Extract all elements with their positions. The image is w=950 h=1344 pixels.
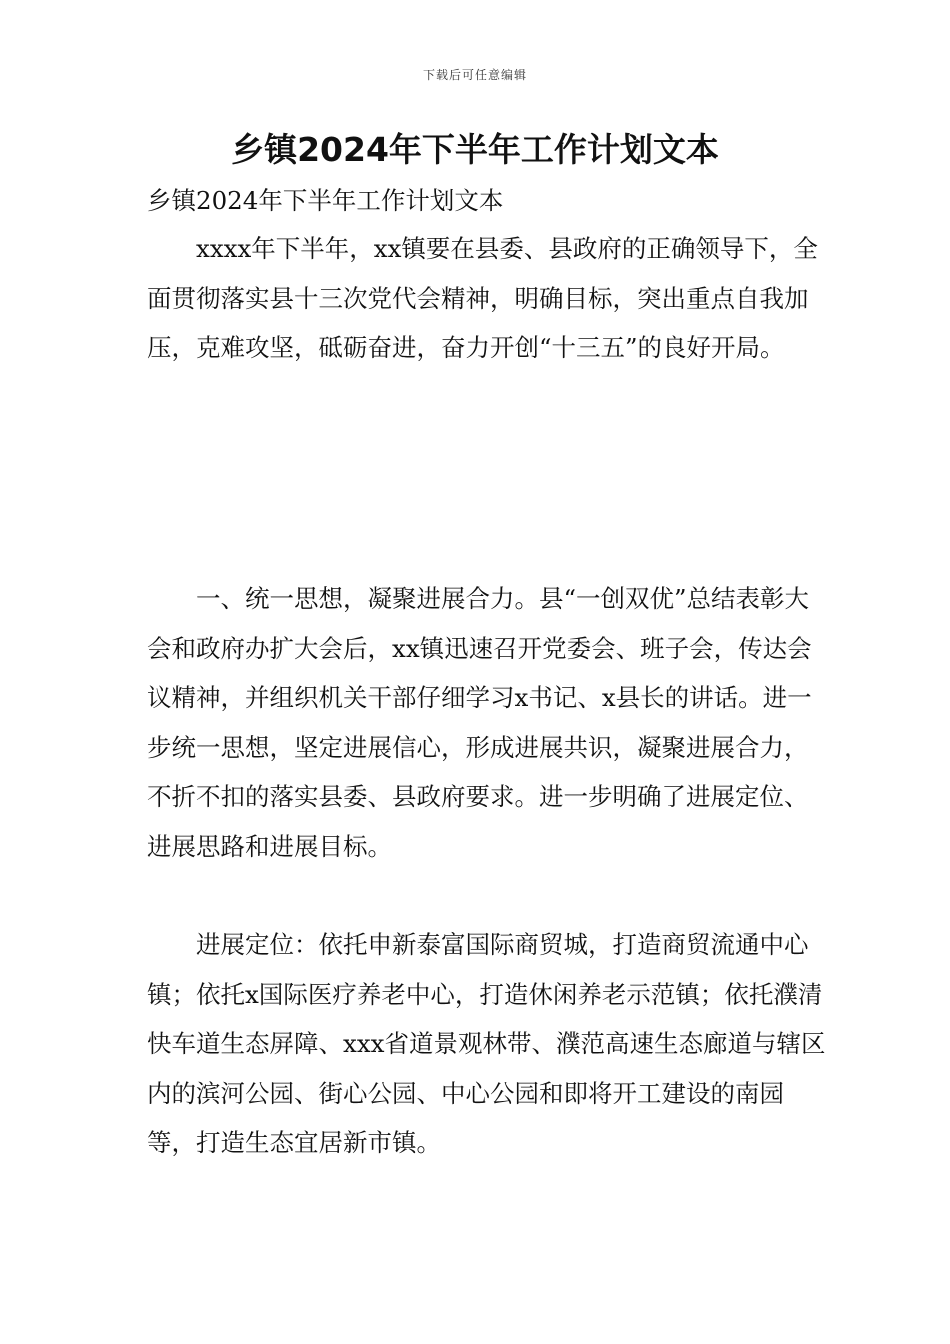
- paragraph-intro: xxxx年下半年，xx镇要在县委、县政府的正确领导下，全面贯彻落实县十三次党代会精神，明确目标，突出重点自我加压，克难攻坚，砥砺奋进，奋力开创“十三五”的良好开局。: [147, 234, 818, 362]
- document-subtitle: 乡镇2024年下半年工作计划文本: [147, 186, 504, 215]
- document-title: 乡镇2024年下半年工作计划文本: [231, 130, 719, 169]
- paragraph-positioning: 进展定位：依托申新泰富国际商贸城，打造商贸流通中心镇；依托x国际医疗养老中心，打造休闲养老示范镇；依托濮清快车道生态屏障、xxx省道景观林带、濮范高速生态廊道与辖区内的滨河公园、街心公园、中心公园和即将开工建设的南园等，打造生态宜居新市镇。: [147, 930, 826, 1157]
- paragraph-section-one: 一、统一思想，凝聚进展合力。县“一创双优”总结表彰大会和政府办扩大会后，xx镇迅速召开党委会、班子会，传达会议精神，并组织机关干部仔细学习x书记、x县长的讲话。进一步统一思想，坚定进展信心，形成进展共识，凝聚进展合力，不折不扣的落实县委、县政府要求。进一步明确了进展定位、进展思路和进展目标。: [147, 584, 812, 861]
- header-note: 下载后可任意编辑: [422, 68, 527, 82]
